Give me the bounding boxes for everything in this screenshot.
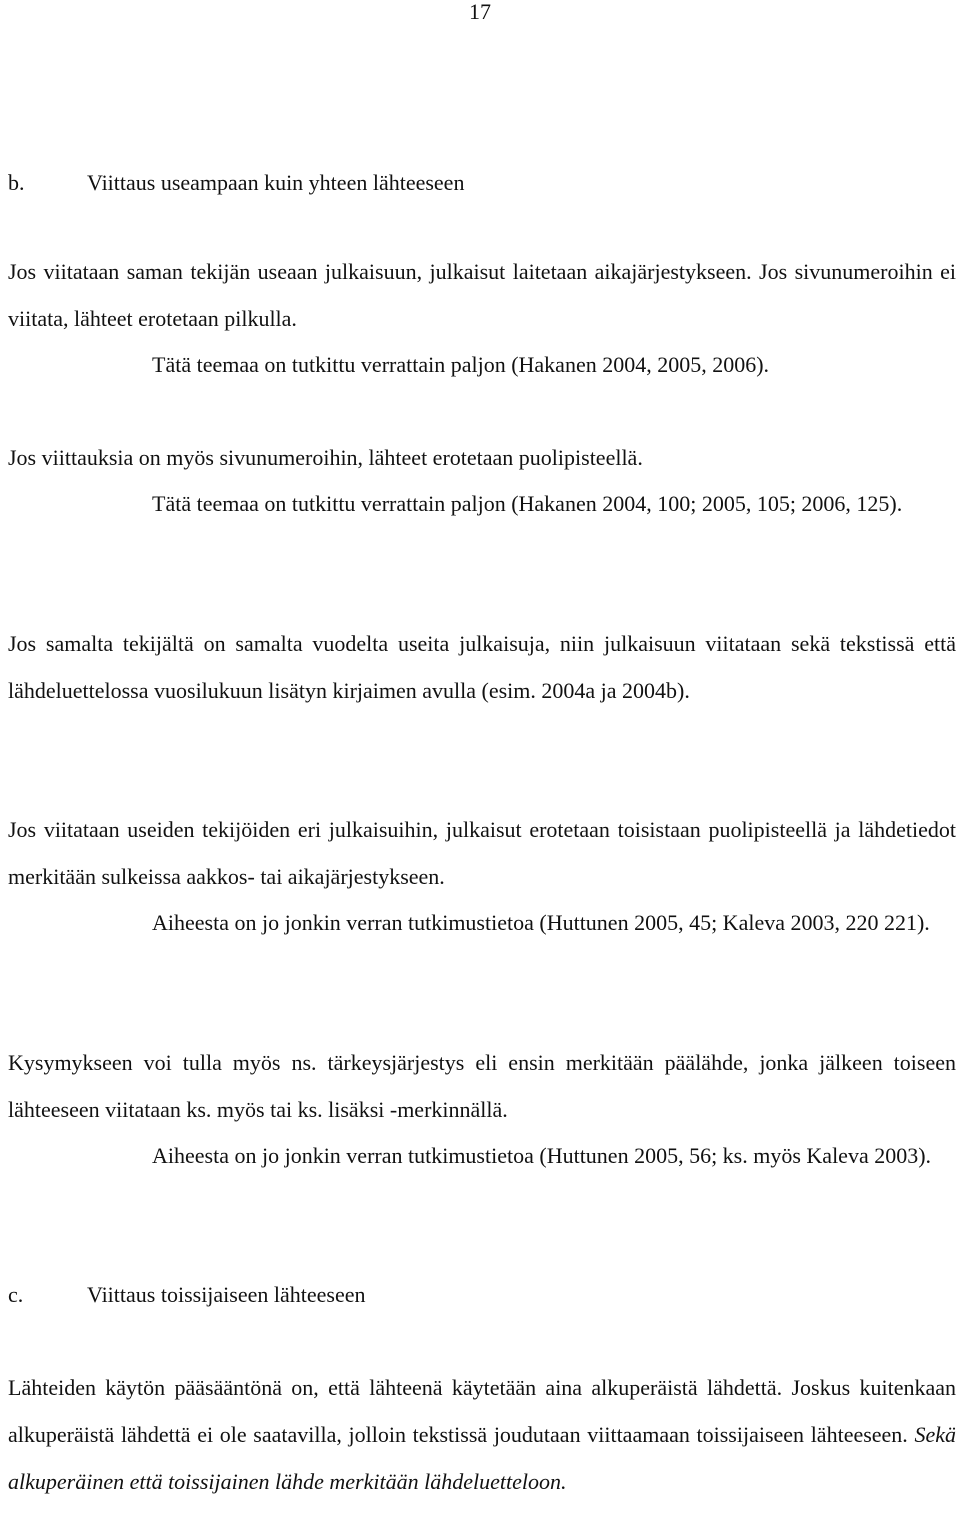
paragraph-page-numbers: Jos viittauksia on myös sivunumeroihin, lähteet erotetaan puolipisteellä. <box>8 445 643 470</box>
page-number: 17 <box>469 0 491 24</box>
paragraph-multiple-authors: Jos viitataan useiden tekijöiden eri julkaisuihin, julkaisut erotetaan toisistaan puolipisteellä ja lähdetiedot merkitään sulkeissa aakkos- tai aikajärjestykseen. <box>8 817 956 889</box>
example-page-numbers: Tätä teemaa on tutkittu verrattain paljon (Hakanen 2004, 100; 2005, 105; 2006, 125). <box>152 491 903 516</box>
section-heading-b <box>8 168 464 198</box>
example-priority-order: Aiheesta on jo jonkin verran tutkimustietoa (Huttunen 2005, 56; ks. myös Kaleva 2003). <box>152 1143 932 1168</box>
section-title: Viittaus toissijaiseen lähteeseen <box>87 1282 366 1307</box>
paragraph-same-author: Jos viitataan saman tekijän useaan julkaisuun, julkaisut laitetaan aikajärjestykseen. Jos sivunumeroihin ei viitata, lähteet erotetaan pilkulla. <box>8 259 956 331</box>
example-multiple-authors: Aiheesta on jo jonkin verran tutkimustietoa (Huttunen 2005, 45; Kaleva 2003, 220 221). <box>152 910 930 935</box>
section-marker: c. <box>8 1282 24 1307</box>
section-marker: b. <box>8 170 25 195</box>
paragraph-same-year: Jos samalta tekijältä on samalta vuodelta useita julkaisuja, niin julkaisuun viitataan sekä tekstissä että lähdeluettelossa vuosilukuun lisätyn kirjaimen avulla (esim. 2004a ja 2004b). <box>8 631 956 703</box>
paragraph-secondary-source <box>8 1364 956 1505</box>
paragraph-emphasis: Sekä alkuperäinen että toissijainen lähde merkitään lähdeluetteloon. <box>8 1422 956 1494</box>
paragraph-priority-order: Kysymykseen voi tulla myös ns. tärkeysjärjestys eli ensin merkitään päälähde, jonka jälkeen toiseen lähteeseen viitataan ks. myös tai ks. lisäksi -merkinnällä. <box>8 1050 956 1122</box>
section-title: Viittaus useampaan kuin yhteen lähteeseen <box>87 170 465 195</box>
paragraph-text: Lähteiden käytön pääsääntönä on, että lähteenä käytetään aina alkuperäistä lähdettä. Joskus kuitenkaan alkuperäistä lähdettä ei ole saatavilla, jolloin tekstissä joudutaan viittaamaan toissijaiseen lähteeseen. <box>8 1375 956 1447</box>
section-heading-c <box>8 1280 366 1310</box>
example-same-author: Tätä teemaa on tutkittu verrattain paljon (Hakanen 2004, 2005, 2006). <box>152 352 770 377</box>
